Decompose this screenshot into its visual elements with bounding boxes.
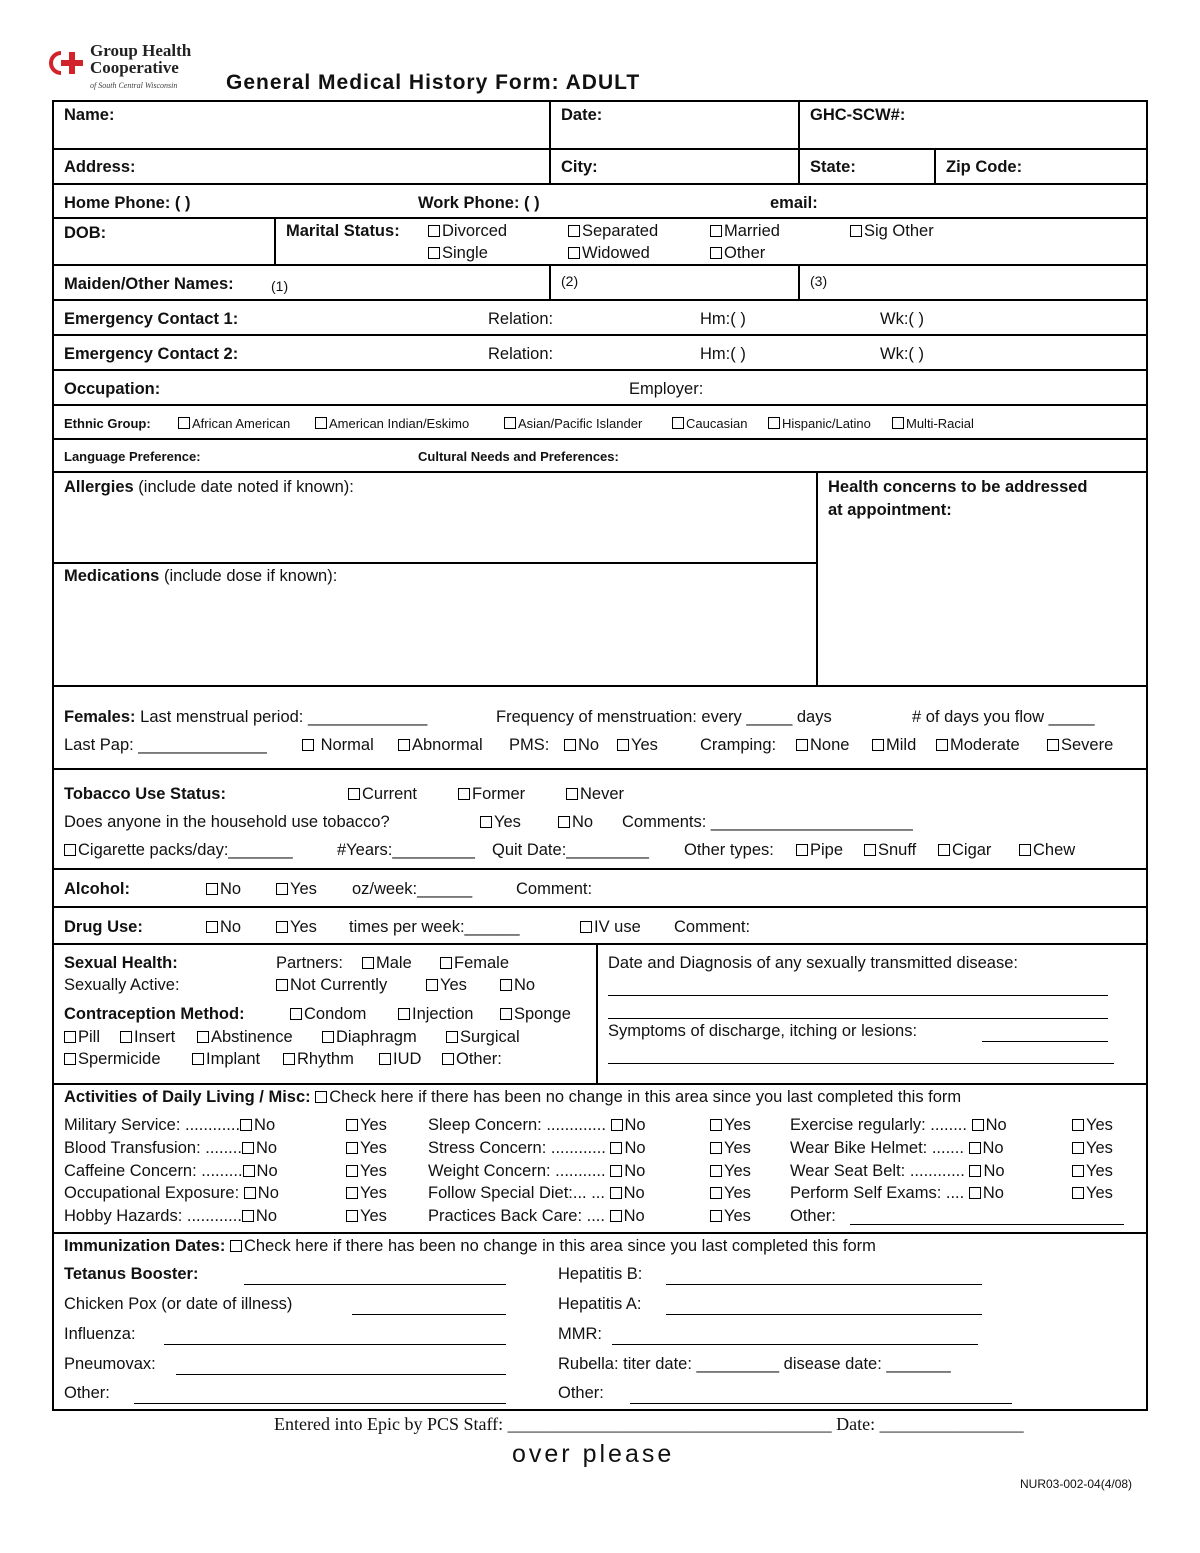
ghc-label: GHC-SCW#:	[810, 106, 906, 124]
allergies-label: Allergies (include date noted if known):	[64, 478, 354, 496]
maiden-name-1[interactable]	[54, 266, 551, 299]
females-pap[interactable]: Last Pap: ______________	[64, 736, 267, 754]
adl-exercise-yes-checkbox[interactable]: Yes	[1072, 1115, 1113, 1135]
ethnic-african-american[interactable]: African American	[178, 414, 290, 434]
concerns-label-2: at appointment:	[828, 501, 952, 519]
adl-hobby-yes-checkbox[interactable]: Yes	[346, 1206, 387, 1226]
medications-field[interactable]	[54, 564, 816, 687]
medications-label: Medications (include dose if known):	[64, 567, 338, 585]
adl-stress: Stress Concern: ............ No	[428, 1139, 646, 1157]
surgical-checkbox[interactable]: Surgical	[446, 1027, 520, 1047]
ethnic-hispanic[interactable]: Hispanic/Latino	[768, 414, 871, 434]
iv-use-checkbox[interactable]: IV use	[580, 917, 641, 937]
tobacco-years[interactable]: #Years:_________	[337, 841, 475, 859]
row-language[interactable]	[54, 440, 1146, 473]
drug-label: Drug Use:	[64, 918, 143, 936]
tetanus-label: Tetanus Booster:	[64, 1265, 199, 1283]
alcohol-comment[interactable]: Comment:	[516, 880, 593, 898]
adl-seat-belt: Wear Seat Belt: ............ No	[790, 1162, 1005, 1180]
ethnic-asian-pacific[interactable]: Asian/Pacific Islander	[504, 414, 642, 434]
chicken-pox-line[interactable]	[352, 1314, 506, 1315]
adl-occupational: Occupational Exposure: No	[64, 1184, 279, 1202]
allergies-field[interactable]	[54, 473, 816, 564]
home-phone-label: Home Phone: ( )	[64, 194, 191, 212]
adl-sleep-yes-checkbox[interactable]: Yes	[710, 1115, 751, 1135]
marital-status	[276, 219, 1146, 264]
chew-checkbox[interactable]: Chew	[1019, 840, 1075, 860]
std-line-2[interactable]	[608, 1018, 1108, 1019]
hepatitis-b-line[interactable]	[666, 1284, 982, 1285]
marital-label: Marital Status:	[286, 222, 400, 240]
household-tobacco-label: Does anyone in the household use tobacco?	[64, 813, 390, 831]
immun-other2-line[interactable]	[630, 1403, 1012, 1404]
adl-helmet-yes-checkbox[interactable]: Yes	[1072, 1138, 1113, 1158]
address-field[interactable]	[54, 150, 551, 183]
cross-logo-icon	[47, 49, 87, 77]
maiden-3-label: (3)	[810, 273, 828, 289]
emergency-2-label: Emergency Contact 2:	[64, 345, 239, 363]
employer-label: Employer:	[629, 380, 704, 398]
symptoms-label: Symptoms of discharge, itching or lesions:	[608, 1022, 918, 1040]
hepatitis-a-label: Hepatitis A:	[558, 1295, 642, 1313]
adl-sleep: Sleep Concern: ............. No	[428, 1116, 646, 1134]
household-yes-checkbox[interactable]: Yes	[480, 812, 521, 832]
immunization-header: Immunization Dates: Check here if there has been no change in this area since you last completed this form	[64, 1237, 876, 1255]
not-currently-checkbox[interactable]: Not Currently	[276, 975, 387, 995]
tobacco-current-checkbox[interactable]: Current	[348, 784, 417, 804]
pipe-checkbox[interactable]: Pipe	[796, 840, 843, 860]
pms-no-checkbox[interactable]: No	[564, 735, 599, 755]
adl-exercise: Exercise regularly: ........ No	[790, 1116, 1007, 1134]
cigar-checkbox[interactable]: Cigar	[938, 840, 991, 860]
ghc-field[interactable]	[800, 102, 1146, 148]
std-label: Date and Diagnosis of any sexually transmitted disease:	[608, 954, 1018, 972]
row-allergies-medications	[54, 473, 1146, 687]
symptoms-line-1[interactable]	[982, 1041, 1108, 1042]
name-field[interactable]	[54, 102, 551, 148]
females-lmp[interactable]: Females: Last menstrual period: _____________	[64, 708, 428, 726]
adl-header: Activities of Daily Living / Misc: Check here if there has been no change in this area since you last completed this form	[64, 1088, 962, 1106]
quit-date[interactable]: Quit Date:_________	[492, 841, 649, 859]
pms-label: PMS:	[509, 736, 550, 754]
partners-label: Partners:	[276, 954, 343, 972]
emergency-1-label: Emergency Contact 1:	[64, 310, 239, 328]
alcohol-label: Alcohol:	[64, 880, 130, 898]
logo	[44, 38, 230, 96]
cultural-label: Cultural Needs and Preferences:	[418, 449, 619, 464]
chicken-pox-label: Chicken Pox (or date of illness)	[64, 1295, 293, 1313]
separated-checkbox[interactable]: Separated	[568, 221, 658, 241]
implant-checkbox[interactable]: Implant	[192, 1049, 260, 1069]
cramping-mild-checkbox[interactable]: Mild	[872, 735, 916, 755]
over-please: over please	[512, 1440, 675, 1468]
adl-hobby: Hobby Hazards: ............ No	[64, 1207, 277, 1225]
iud-checkbox[interactable]: IUD	[379, 1049, 421, 1069]
females-flow[interactable]: # of days you flow _____	[912, 708, 1095, 726]
females-frequency[interactable]: Frequency of menstruation: every _____ days	[496, 708, 832, 726]
drug-no-checkbox[interactable]: No	[206, 917, 241, 937]
pap-abnormal-checkbox[interactable]: Abnormal	[398, 735, 483, 755]
adl-caffeine-yes-checkbox[interactable]: Yes	[346, 1161, 387, 1181]
zip-field[interactable]	[936, 150, 1146, 183]
logo-text: Group Health Cooperative	[90, 41, 192, 77]
mmr-label: MMR:	[558, 1325, 602, 1343]
symptoms-line-2[interactable]	[608, 1063, 1114, 1064]
form-code: NUR03-002-04(4/08)	[1020, 1477, 1133, 1491]
pneumovax-label: Pneumovax:	[64, 1355, 156, 1373]
row-alcohol	[54, 870, 1146, 908]
immun-other2-label: Other:	[558, 1384, 604, 1402]
cigarette-packs[interactable]: Cigarette packs/day:_______	[64, 840, 293, 860]
hepatitis-b-label: Hepatitis B:	[558, 1265, 643, 1283]
pneumovax-line[interactable]	[176, 1374, 506, 1375]
adl-stress-yes-checkbox[interactable]: Yes	[710, 1138, 751, 1158]
city-field[interactable]	[551, 150, 800, 183]
partners-female-checkbox[interactable]: Female	[440, 953, 509, 973]
date-label: Date:	[561, 106, 603, 124]
concerns-label-1: Health concerns to be addressed	[828, 478, 1088, 496]
home-2-label: Hm:( )	[700, 345, 746, 363]
form-title: General Medical History Form: ADULT	[226, 71, 641, 94]
dob-field[interactable]	[54, 219, 276, 264]
relation-2-label: Relation:	[488, 345, 554, 363]
allergies-medications-block	[54, 473, 818, 685]
diaphragm-checkbox[interactable]: Diaphragm	[322, 1027, 417, 1047]
immun-other-line[interactable]	[134, 1403, 506, 1404]
adl-self-exams: Perform Self Exams: .... No	[790, 1184, 1004, 1202]
divorced-checkbox[interactable]: Divorced	[428, 221, 507, 241]
married-checkbox[interactable]: Married	[710, 221, 780, 241]
tobacco-never-checkbox[interactable]: Never	[566, 784, 624, 804]
influenza-line[interactable]	[164, 1344, 506, 1345]
insert-checkbox[interactable]: Insert	[120, 1027, 175, 1047]
sexually-active-label: Sexually Active:	[64, 976, 180, 994]
adl-diet-yes-checkbox[interactable]: Yes	[710, 1183, 751, 1203]
contraception-other-checkbox[interactable]: Other:	[442, 1049, 502, 1069]
occupation-label: Occupation:	[64, 380, 161, 398]
drug-yes-checkbox[interactable]: Yes	[276, 917, 317, 937]
spermicide-checkbox[interactable]: Spermicide	[64, 1049, 161, 1069]
health-concerns-field[interactable]	[818, 473, 1146, 685]
adl-self-exams-yes-checkbox[interactable]: Yes	[1072, 1183, 1113, 1203]
hepatitis-a-line[interactable]	[666, 1314, 982, 1315]
adl-weight-yes-checkbox[interactable]: Yes	[710, 1161, 751, 1181]
std-line-1[interactable]	[608, 995, 1108, 996]
cramping-moderate-checkbox[interactable]: Moderate	[936, 735, 1020, 755]
adl-other-line[interactable]	[850, 1224, 1124, 1225]
maiden-2-label: (2)	[561, 273, 579, 289]
single-checkbox[interactable]: Single	[428, 243, 488, 263]
logo-subtext: of South Central Wisconsin	[90, 81, 178, 90]
other-marital-checkbox[interactable]: Other	[710, 243, 765, 263]
active-yes-checkbox[interactable]: Yes	[426, 975, 467, 995]
email-label: email:	[770, 194, 818, 212]
adl-blood-yes-checkbox[interactable]: Yes	[346, 1138, 387, 1158]
maiden-1-label: (1)	[271, 278, 289, 294]
adl-bike-helmet: Wear Bike Helmet: ....... No	[790, 1139, 1004, 1157]
state-field[interactable]	[800, 150, 936, 183]
row-drug-use	[54, 908, 1146, 945]
drug-times-week[interactable]: times per week:______	[349, 918, 520, 936]
adl-military-yes-checkbox[interactable]: Yes	[346, 1115, 387, 1135]
adl-military: Military Service: ............ No	[64, 1116, 276, 1134]
ethnic-caucasian[interactable]: Caucasian	[672, 414, 747, 434]
maiden-name-2[interactable]	[551, 266, 800, 299]
row-activities-daily-living	[54, 1085, 1146, 1234]
sexual-health-right	[598, 945, 1146, 1083]
adl-no-change-checkbox[interactable]: Check here if there has been no change in this area since you last completed this form	[315, 1088, 961, 1106]
adl-caffeine: Caffeine Concern: ......... No	[64, 1162, 278, 1180]
sexual-health-label: Sexual Health:	[64, 954, 178, 972]
snuff-checkbox[interactable]: Snuff	[864, 840, 916, 860]
active-no-checkbox[interactable]: No	[500, 975, 535, 995]
tetanus-line[interactable]	[244, 1284, 506, 1285]
maiden-name-3[interactable]	[800, 266, 1146, 299]
address-label: Address:	[64, 158, 136, 176]
alcohol-yes-checkbox[interactable]: Yes	[276, 879, 317, 899]
partners-male-checkbox[interactable]: Male	[362, 953, 412, 973]
contraception-label: Contraception Method:	[64, 1005, 245, 1023]
pap-normal-checkbox[interactable]: Normal	[302, 735, 374, 755]
maiden-label: Maiden/Other Names:	[64, 275, 234, 293]
tobacco-former-checkbox[interactable]: Former	[458, 784, 525, 804]
row-tobacco	[54, 770, 1146, 870]
dob-label: DOB:	[64, 224, 107, 242]
ethnic-label: Ethnic Group:	[64, 416, 151, 431]
sexual-health-left	[54, 945, 598, 1083]
rubella-field[interactable]: Rubella: titer date: _________ disease date: _______	[558, 1355, 951, 1373]
adl-blood-transfusion: Blood Transfusion: ........ No	[64, 1139, 278, 1157]
rhythm-checkbox[interactable]: Rhythm	[283, 1049, 354, 1069]
row-dob	[54, 219, 1146, 266]
drug-comment[interactable]: Comment:	[674, 918, 751, 936]
pms-yes-checkbox[interactable]: Yes	[617, 735, 658, 755]
work-phone-label: Work Phone: ( )	[418, 194, 540, 212]
row-occupation[interactable]	[54, 371, 1146, 406]
date-field[interactable]	[551, 102, 800, 148]
abstinence-checkbox[interactable]: Abstinence	[197, 1027, 293, 1047]
tobacco-comments[interactable]: Comments: ______________________	[622, 813, 913, 831]
immun-other-label: Other:	[64, 1384, 110, 1402]
tobacco-label: Tobacco Use Status:	[64, 785, 226, 803]
household-no-checkbox[interactable]: No	[558, 812, 593, 832]
name-label: Name:	[64, 106, 115, 124]
adl-other-label: Other:	[790, 1207, 836, 1225]
row-maiden	[54, 266, 1146, 301]
language-label: Language Preference:	[64, 449, 201, 464]
alcohol-oz-week[interactable]: oz/week:______	[352, 880, 473, 898]
medical-history-form	[52, 100, 1148, 1411]
row-ethnic-group	[54, 406, 1146, 440]
immun-no-change-checkbox[interactable]: Check here if there has been no change in this area since you last completed this form	[230, 1237, 876, 1255]
adl-back-care-yes-checkbox[interactable]: Yes	[710, 1206, 751, 1226]
row-address	[54, 150, 1146, 185]
ethnic-multi-racial[interactable]: Multi-Racial	[892, 414, 974, 434]
state-label: State:	[810, 158, 856, 176]
mmr-line[interactable]	[612, 1344, 978, 1345]
injection-checkbox[interactable]: Injection	[398, 1004, 473, 1024]
adl-seatbelt-yes-checkbox[interactable]: Yes	[1072, 1161, 1113, 1181]
other-types-label: Other types:	[684, 841, 774, 859]
row-emergency-2[interactable]	[54, 336, 1146, 371]
adl-occupational-yes-checkbox[interactable]: Yes	[346, 1183, 387, 1203]
work-2-label: Wk:( )	[880, 345, 924, 363]
row-females	[54, 687, 1146, 770]
city-label: City:	[561, 158, 598, 176]
cramping-label: Cramping:	[700, 736, 777, 754]
row-sexual-health	[54, 945, 1146, 1085]
home-1-label: Hm:( )	[700, 310, 746, 328]
adl-back-care: Practices Back Care: .... No	[428, 1207, 645, 1225]
cramping-severe-checkbox[interactable]: Severe	[1047, 735, 1113, 755]
adl-weight: Weight Concern: ........... No	[428, 1162, 646, 1180]
relation-1-label: Relation:	[488, 310, 554, 328]
adl-diet: Follow Special Diet:... ... No	[428, 1184, 645, 1202]
alcohol-no-checkbox[interactable]: No	[206, 879, 241, 899]
entered-into-epic[interactable]: Entered into Epic by PCS Staff: ____________________________________ Date: ________________	[274, 1414, 1024, 1434]
row-name	[54, 102, 1146, 150]
condom-checkbox[interactable]: Condom	[290, 1004, 366, 1024]
work-1-label: Wk:( )	[880, 310, 924, 328]
sponge-checkbox[interactable]: Sponge	[500, 1004, 571, 1024]
pill-checkbox[interactable]: Pill	[64, 1027, 100, 1047]
zip-label: Zip Code:	[946, 158, 1023, 176]
row-phone	[54, 185, 1146, 219]
row-immunizations	[54, 1234, 1146, 1409]
influenza-label: Influenza:	[64, 1325, 136, 1343]
ethnic-american-indian[interactable]: American Indian/Eskimo	[315, 414, 469, 434]
cramping-none-checkbox[interactable]: None	[796, 735, 849, 755]
widowed-checkbox[interactable]: Widowed	[568, 243, 650, 263]
sig-other-checkbox[interactable]: Sig Other	[850, 221, 934, 241]
row-emergency-1[interactable]	[54, 301, 1146, 336]
